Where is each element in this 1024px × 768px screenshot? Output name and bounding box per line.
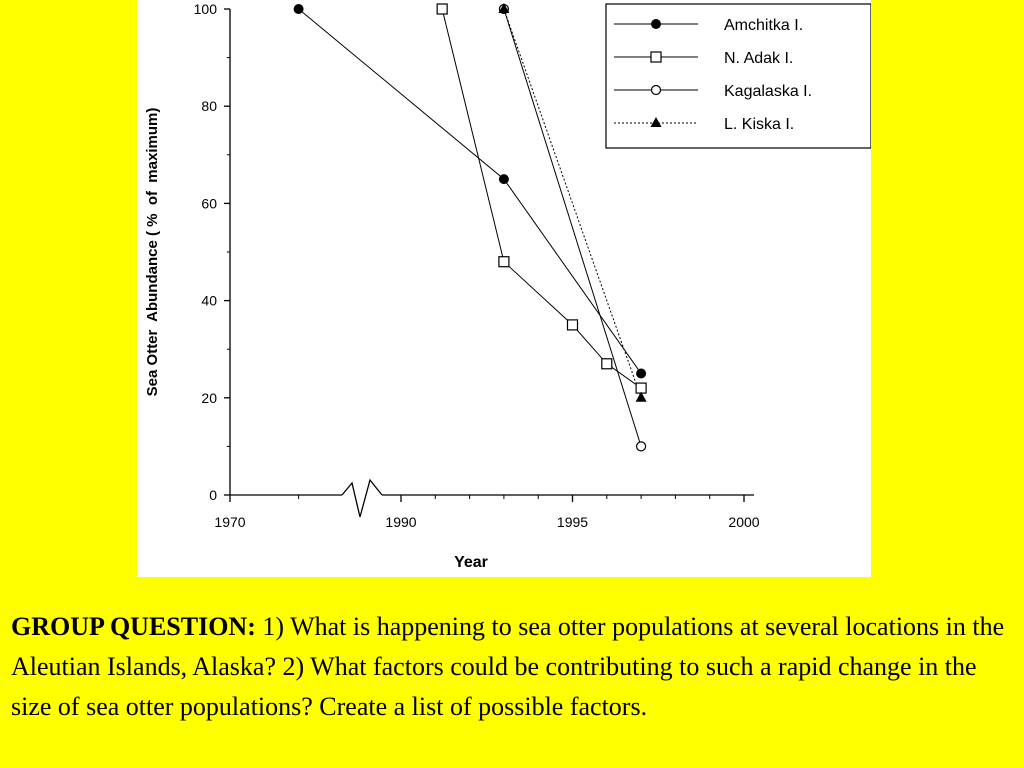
series-1-point-2: [568, 320, 578, 330]
y-axis-title: Sea Otter Abundance ( % of maximum): [144, 107, 161, 397]
y-tick-label-40: 40: [201, 292, 217, 309]
series-0-point-0: [294, 5, 303, 14]
y-tick-label-0: 0: [209, 487, 217, 503]
series-2-point-1: [637, 442, 646, 451]
x-axis-break: [342, 480, 382, 517]
y-tick-label-80: 80: [201, 98, 217, 115]
x-tick-label-1995: 1995: [556, 514, 589, 530]
legend-label-0: Amchitka I.: [724, 17, 804, 34]
series-1-point-4: [636, 383, 646, 393]
x-tick-label-1990: 1990: [385, 514, 417, 530]
series-0-point-1: [499, 175, 508, 184]
series-0-point-2: [637, 369, 646, 378]
legend-label-1: N. Adak I.: [724, 50, 794, 67]
series-1-point-1: [499, 257, 509, 267]
legend-label-3: L. Kiska I.: [724, 116, 795, 133]
x-tick-label-2000: 2000: [728, 514, 760, 530]
y-tick-label-20: 20: [201, 389, 217, 406]
legend-marker-1: [651, 52, 661, 62]
x-axis-title: Year: [454, 554, 488, 571]
legend-marker-0: [652, 20, 661, 29]
question-text: 1) What is happening to sea otter populations at several locations in the Aleutian Islands, Alaska? 2) What factors could be contributing to such a rapid change in the size of sea otter populations? Create a list of possible factors.: [11, 612, 1005, 721]
y-tick-label-60: 60: [201, 195, 217, 212]
legend-label-2: Kagalaska I.: [724, 83, 813, 100]
x-tick-label-1970: 1970: [214, 514, 246, 530]
legend-marker-2: [652, 86, 661, 95]
sea-otter-chart: [137, 0, 871, 577]
chart-panel: [137, 0, 871, 577]
question-label: GROUP QUESTION:: [11, 612, 256, 641]
series-1-point-0: [437, 4, 447, 14]
group-question: [11, 607, 1016, 726]
y-tick-label-100: 100: [193, 1, 217, 17]
series-line-0: [299, 9, 641, 374]
series-1-point-3: [602, 359, 612, 369]
